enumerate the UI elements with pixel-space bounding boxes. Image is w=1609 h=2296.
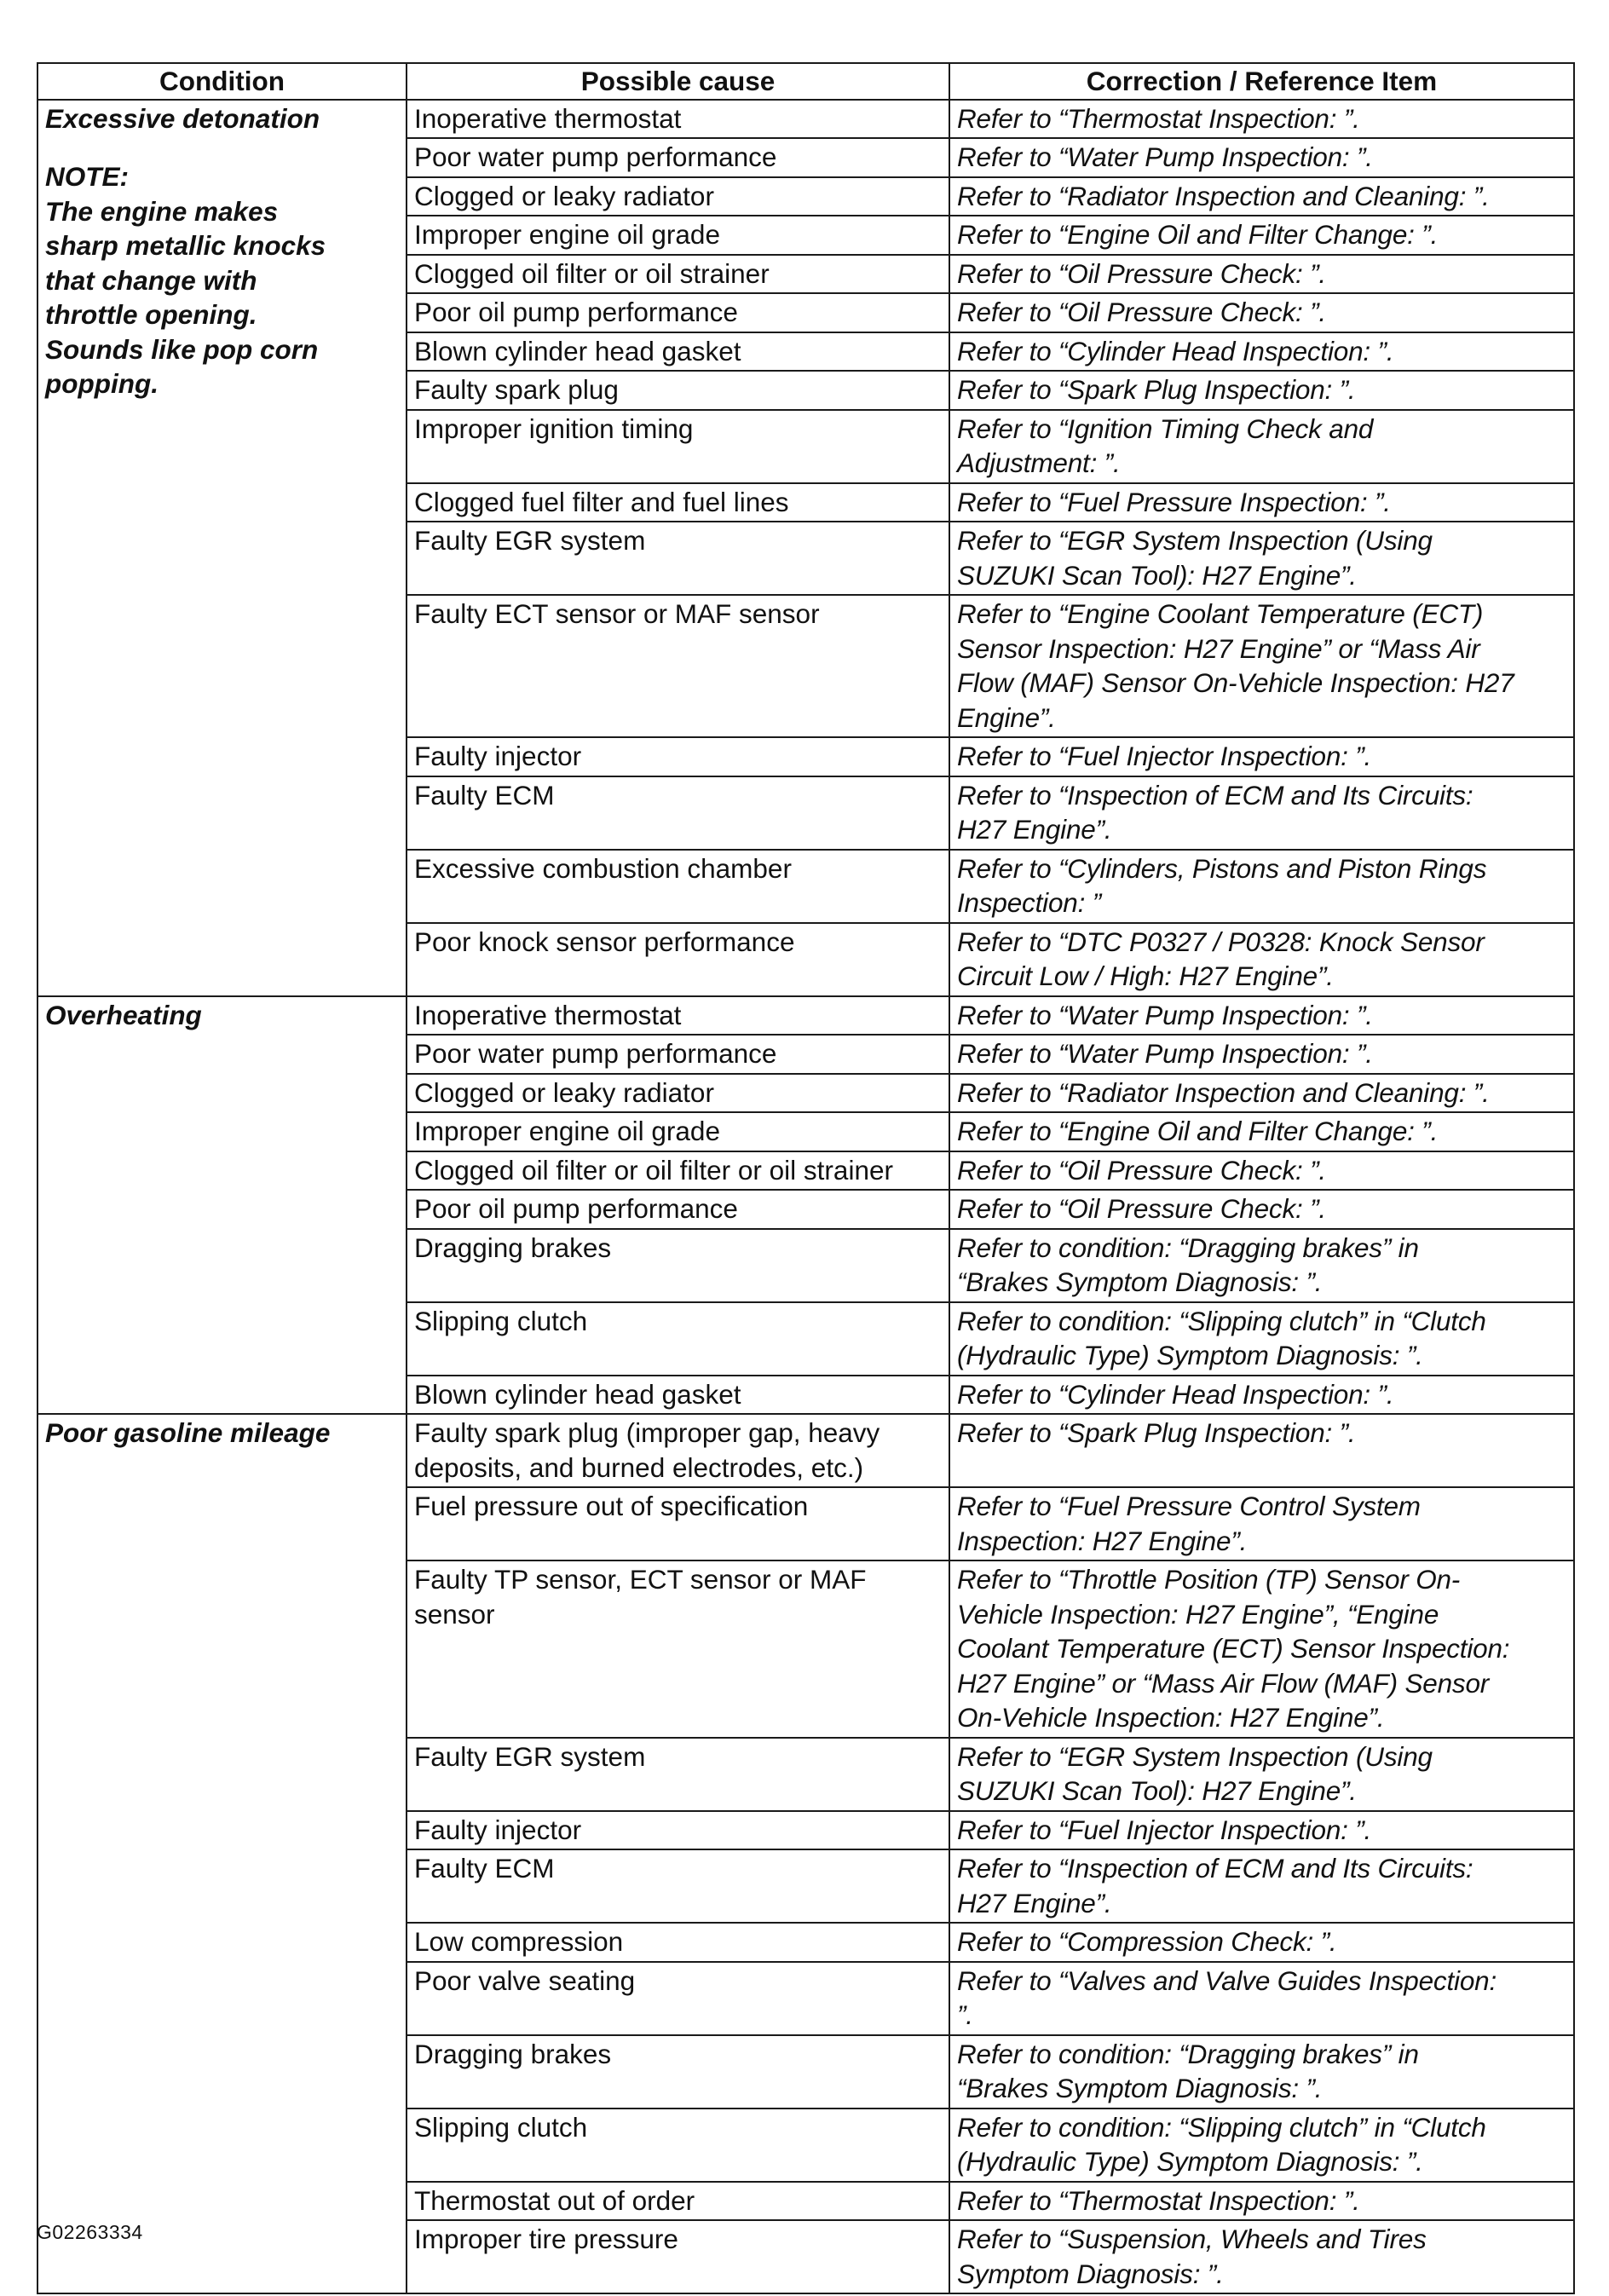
correction-reference-line: Refer to “Thermostat Inspection: ”.: [957, 102, 1360, 134]
correction-reference-cell: [949, 1302, 1574, 1376]
note-line: popping.: [45, 368, 159, 399]
possible-cause-line: Clogged oil filter or oil filter or oil strainer: [414, 1154, 893, 1185]
correction-reference-cell: [949, 138, 1574, 177]
correction-reference-line: Refer to “Throttle Position (TP) Sensor On-: [957, 1564, 1461, 1595]
note-title: NOTE:: [45, 161, 129, 192]
possible-cause-line: Faulty spark plug: [414, 374, 619, 405]
correction-reference-line: Refer to “Valves and Valve Guides Inspection:: [957, 1964, 1497, 1996]
correction-reference-line: Refer to condition: “Slipping clutch” in “Clutch: [957, 1305, 1486, 1336]
possible-cause-cell: [407, 1302, 949, 1376]
correction-reference-cell: [949, 522, 1574, 595]
note-line: The engine makes: [45, 195, 279, 227]
correction-reference-cell: [949, 216, 1574, 255]
possible-cause-line: Poor valve seating: [414, 1964, 636, 1996]
correction-reference-line: Refer to “Fuel Pressure Control System: [957, 1491, 1421, 1521]
correction-reference-line: “Brakes Symptom Diagnosis: ”.: [957, 1266, 1323, 1297]
correction-reference-cell: [949, 483, 1574, 522]
possible-cause-cell: [407, 1151, 949, 1191]
correction-reference-line: Refer to “Inspection of ECM and Its Circuits:: [957, 1853, 1473, 1884]
possible-cause-cell: [407, 216, 949, 255]
possible-cause-line: Faulty ECM: [414, 1853, 555, 1884]
note-line: sharp metallic knocks: [45, 230, 326, 261]
correction-reference-line: “Brakes Symptom Diagnosis: ”.: [957, 2073, 1323, 2103]
correction-reference-cell: [949, 1738, 1574, 1811]
possible-cause-line: Blown cylinder head gasket: [414, 1378, 741, 1410]
possible-cause-cell: [407, 100, 949, 139]
correction-reference-cell: [949, 923, 1574, 996]
correction-reference-cell: [949, 255, 1574, 294]
table-row: [37, 100, 1574, 139]
possible-cause-cell: [407, 1738, 949, 1811]
correction-reference-cell: [949, 1414, 1574, 1487]
correction-reference-line: Refer to “Cylinder Head Inspection: ”.: [957, 335, 1394, 366]
possible-cause-cell: [407, 850, 949, 923]
correction-reference-line: Refer to “Ignition Timing Check and: [957, 412, 1374, 444]
possible-cause-line: Inoperative thermostat: [414, 999, 682, 1030]
correction-reference-cell: [949, 1811, 1574, 1850]
correction-reference-line: Refer to “Oil Pressure Check: ”.: [957, 1154, 1326, 1185]
document-id: G02263334: [37, 2221, 143, 2243]
condition-title: Excessive detonation: [45, 102, 320, 134]
possible-cause-cell: [407, 1074, 949, 1113]
possible-cause-cell: [407, 996, 949, 1036]
possible-cause-cell: [407, 1811, 949, 1850]
header-possible-cause: Possible cause: [407, 63, 949, 100]
possible-cause-cell: [407, 255, 949, 294]
table-body: [37, 100, 1574, 2294]
correction-reference-cell: [949, 410, 1574, 483]
correction-reference-line: H27 Engine” or “Mass Air Flow (MAF) Sensor: [957, 1667, 1490, 1699]
condition-title: Poor gasoline mileage: [45, 1417, 331, 1448]
correction-reference-cell: [949, 595, 1574, 737]
possible-cause-line: deposits, and burned electrodes, etc.): [414, 1451, 864, 1483]
possible-cause-line: Faulty spark plug (improper gap, heavy: [414, 1417, 880, 1448]
correction-reference-line: Refer to “EGR System Inspection (Using: [957, 525, 1433, 556]
correction-reference-cell: [949, 1376, 1574, 1415]
correction-reference-cell: [949, 293, 1574, 332]
correction-reference-line: Refer to “Thermostat Inspection: ”.: [957, 2184, 1360, 2216]
correction-reference-line: Refer to “Fuel Injector Inspection: ”.: [957, 1814, 1372, 1845]
possible-cause-line: Improper tire pressure: [414, 2224, 678, 2254]
correction-reference-line: Refer to “Oil Pressure Check: ”.: [957, 1193, 1326, 1224]
possible-cause-line: Slipping clutch: [414, 1305, 588, 1336]
correction-reference-line: Refer to “Oil Pressure Check: ”.: [957, 297, 1326, 327]
correction-reference-line: Refer to “Engine Oil and Filter Change: ”.: [957, 1116, 1439, 1146]
correction-reference-line: Refer to “Radiator Inspection and Cleaning: ”.: [957, 180, 1490, 211]
possible-cause-cell: [407, 522, 949, 595]
correction-reference-cell: [949, 2035, 1574, 2109]
correction-reference-line: Inspection: ”: [957, 887, 1101, 918]
possible-cause-line: Faulty EGR system: [414, 1740, 646, 1772]
possible-cause-cell: [407, 177, 949, 216]
correction-reference-line: Refer to “Suspension, Wheels and Tires: [957, 2224, 1427, 2254]
correction-reference-cell: [949, 332, 1574, 372]
correction-reference-cell: [949, 2182, 1574, 2221]
correction-reference-cell: [949, 2220, 1574, 2293]
correction-reference-line: Inspection: H27 Engine”.: [957, 1525, 1248, 1556]
correction-reference-line: SUZUKI Scan Tool): H27 Engine”.: [957, 559, 1357, 591]
correction-reference-line: Coolant Temperature (ECT) Sensor Inspection:: [957, 1633, 1510, 1664]
possible-cause-cell: [407, 1849, 949, 1923]
correction-reference-cell: [949, 1190, 1574, 1229]
correction-reference-line: Refer to “Water Pump Inspection: ”.: [957, 1038, 1373, 1069]
condition-cell: [37, 100, 407, 996]
possible-cause-line: Clogged or leaky radiator: [414, 1076, 714, 1108]
correction-reference-line: Refer to “Inspection of ECM and Its Circuits:: [957, 779, 1473, 811]
correction-reference-line: Refer to “Fuel Pressure Inspection: ”.: [957, 486, 1391, 517]
header-condition: Condition: [37, 63, 407, 100]
correction-reference-cell: [949, 2109, 1574, 2182]
correction-reference-cell: [949, 1035, 1574, 1074]
correction-reference-line: Refer to “EGR System Inspection (Using: [957, 1740, 1433, 1772]
possible-cause-line: Improper engine oil grade: [414, 219, 720, 250]
correction-reference-line: Refer to condition: “Dragging brakes” in: [957, 2038, 1419, 2069]
possible-cause-line: Inoperative thermostat: [414, 102, 682, 134]
correction-reference-line: Refer to condition: “Slipping clutch” in “Clutch: [957, 2111, 1486, 2143]
table-row: [37, 996, 1574, 1036]
possible-cause-cell: [407, 1414, 949, 1487]
possible-cause-cell: [407, 1376, 949, 1415]
possible-cause-cell: [407, 776, 949, 850]
header-correction-reference: Correction / Reference Item: [949, 63, 1574, 100]
correction-reference-line: Refer to “Spark Plug Inspection: ”.: [957, 1417, 1356, 1448]
correction-reference-cell: [949, 776, 1574, 850]
possible-cause-cell: [407, 1487, 949, 1560]
possible-cause-line: Poor knock sensor performance: [414, 926, 795, 957]
possible-cause-cell: [407, 332, 949, 372]
correction-reference-line: Symptom Diagnosis: ”.: [957, 2258, 1224, 2289]
possible-cause-line: Faulty injector: [414, 741, 582, 771]
correction-reference-line: H27 Engine”.: [957, 814, 1112, 845]
correction-reference-cell: [949, 1074, 1574, 1113]
correction-reference-line: Vehicle Inspection: H27 Engine”, “Engine: [957, 1598, 1439, 1630]
possible-cause-line: Faulty ECT sensor or MAF sensor: [414, 598, 820, 629]
correction-reference-line: Refer to “DTC P0327 / P0328: Knock Sensor: [957, 926, 1485, 957]
possible-cause-cell: [407, 483, 949, 522]
possible-cause-cell: [407, 1229, 949, 1302]
correction-reference-line: H27 Engine”.: [957, 1887, 1112, 1918]
correction-reference-cell: [949, 1849, 1574, 1923]
correction-reference-line: Refer to condition: “Dragging brakes” in: [957, 1232, 1419, 1263]
possible-cause-line: Low compression: [414, 1926, 624, 1957]
possible-cause-cell: [407, 1923, 949, 1962]
correction-reference-line: Refer to “Water Pump Inspection: ”.: [957, 141, 1373, 172]
possible-cause-line: Dragging brakes: [414, 2038, 612, 2069]
table-row: [37, 1414, 1574, 1487]
correction-reference-cell: [949, 1560, 1574, 1738]
correction-reference-line: Refer to “Compression Check: ”.: [957, 1926, 1337, 1957]
possible-cause-cell: [407, 293, 949, 332]
correction-reference-line: Circuit Low / High: H27 Engine”.: [957, 961, 1334, 991]
possible-cause-cell: [407, 2035, 949, 2109]
possible-cause-cell: [407, 2109, 949, 2182]
correction-reference-line: (Hydraulic Type) Symptom Diagnosis: ”.: [957, 1340, 1423, 1370]
possible-cause-line: Fuel pressure out of specification: [414, 1491, 809, 1521]
possible-cause-line: sensor: [414, 1598, 495, 1630]
possible-cause-cell: [407, 1112, 949, 1151]
possible-cause-line: Clogged oil filter or oil strainer: [414, 257, 770, 289]
possible-cause-cell: [407, 2220, 949, 2293]
condition-title: Overheating: [45, 999, 202, 1030]
correction-reference-cell: [949, 1487, 1574, 1560]
possible-cause-line: Faulty EGR system: [414, 525, 646, 556]
possible-cause-cell: [407, 371, 949, 410]
possible-cause-line: Improper ignition timing: [414, 412, 694, 444]
possible-cause-line: Faulty injector: [414, 1814, 582, 1845]
possible-cause-cell: [407, 923, 949, 996]
correction-reference-cell: [949, 1151, 1574, 1191]
correction-reference-cell: [949, 1112, 1574, 1151]
possible-cause-cell: [407, 737, 949, 776]
correction-reference-cell: [949, 737, 1574, 776]
possible-cause-line: Clogged or leaky radiator: [414, 180, 714, 211]
correction-reference-line: Refer to “Radiator Inspection and Cleaning: ”.: [957, 1076, 1490, 1108]
symptom-diagnosis-table: [37, 62, 1575, 2294]
correction-reference-cell: [949, 996, 1574, 1036]
possible-cause-line: Poor water pump performance: [414, 141, 777, 172]
correction-reference-line: (Hydraulic Type) Symptom Diagnosis: ”.: [957, 2146, 1423, 2177]
possible-cause-line: Dragging brakes: [414, 1232, 612, 1263]
correction-reference-line: SUZUKI Scan Tool): H27 Engine”.: [957, 1775, 1357, 1806]
possible-cause-line: Slipping clutch: [414, 2111, 588, 2143]
possible-cause-line: Clogged fuel filter and fuel lines: [414, 486, 789, 517]
possible-cause-cell: [407, 1962, 949, 2035]
correction-reference-line: Refer to “Spark Plug Inspection: ”.: [957, 374, 1356, 405]
table-header-row: [37, 63, 1574, 100]
note-line: throttle opening.: [45, 299, 257, 330]
correction-reference-line: On-Vehicle Inspection: H27 Engine”.: [957, 1702, 1385, 1733]
possible-cause-cell: [407, 410, 949, 483]
condition-cell: [37, 1414, 407, 2293]
correction-reference-line: Sensor Inspection: H27 Engine” or “Mass Air: [957, 632, 1480, 664]
correction-reference-line: Refer to “Engine Oil and Filter Change: ”.: [957, 219, 1439, 250]
note-line: Sounds like pop corn: [45, 333, 319, 365]
correction-reference-line: Engine”.: [957, 701, 1056, 733]
correction-reference-line: Flow (MAF) Sensor On-Vehicle Inspection: H27: [957, 667, 1514, 698]
correction-reference-cell: [949, 1923, 1574, 1962]
possible-cause-line: Improper engine oil grade: [414, 1116, 720, 1146]
correction-reference-line: Refer to “Cylinders, Pistons and Piston Rings: [957, 852, 1487, 884]
correction-reference-cell: [949, 1962, 1574, 2035]
possible-cause-line: Poor oil pump performance: [414, 297, 738, 327]
correction-reference-line: Refer to “Fuel Injector Inspection: ”.: [957, 741, 1372, 771]
possible-cause-cell: [407, 1190, 949, 1229]
correction-reference-cell: [949, 1229, 1574, 1302]
possible-cause-cell: [407, 2182, 949, 2221]
possible-cause-cell: [407, 595, 949, 737]
possible-cause-line: Faulty ECM: [414, 779, 555, 811]
possible-cause-line: Poor oil pump performance: [414, 1193, 738, 1224]
possible-cause-line: Blown cylinder head gasket: [414, 335, 741, 366]
possible-cause-cell: [407, 1560, 949, 1738]
possible-cause-line: Thermostat out of order: [414, 2184, 695, 2216]
correction-reference-line: Refer to “Oil Pressure Check: ”.: [957, 257, 1326, 289]
note-line: that change with: [45, 264, 257, 296]
possible-cause-line: Excessive combustion chamber: [414, 852, 792, 884]
correction-reference-cell: [949, 850, 1574, 923]
correction-reference-cell: [949, 177, 1574, 216]
correction-reference-cell: [949, 371, 1574, 410]
condition-cell: [37, 996, 407, 1415]
correction-reference-line: ”.: [957, 1999, 973, 2030]
possible-cause-cell: [407, 1035, 949, 1074]
correction-reference-line: Adjustment: ”.: [957, 447, 1121, 478]
possible-cause-line: Poor water pump performance: [414, 1038, 777, 1069]
correction-reference-cell: [949, 100, 1574, 139]
possible-cause-cell: [407, 138, 949, 177]
correction-reference-line: Refer to “Engine Coolant Temperature (ECT): [957, 598, 1484, 629]
correction-reference-line: Refer to “Cylinder Head Inspection: ”.: [957, 1378, 1394, 1410]
correction-reference-line: Refer to “Water Pump Inspection: ”.: [957, 999, 1373, 1030]
possible-cause-line: Faulty TP sensor, ECT sensor or MAF: [414, 1564, 867, 1595]
